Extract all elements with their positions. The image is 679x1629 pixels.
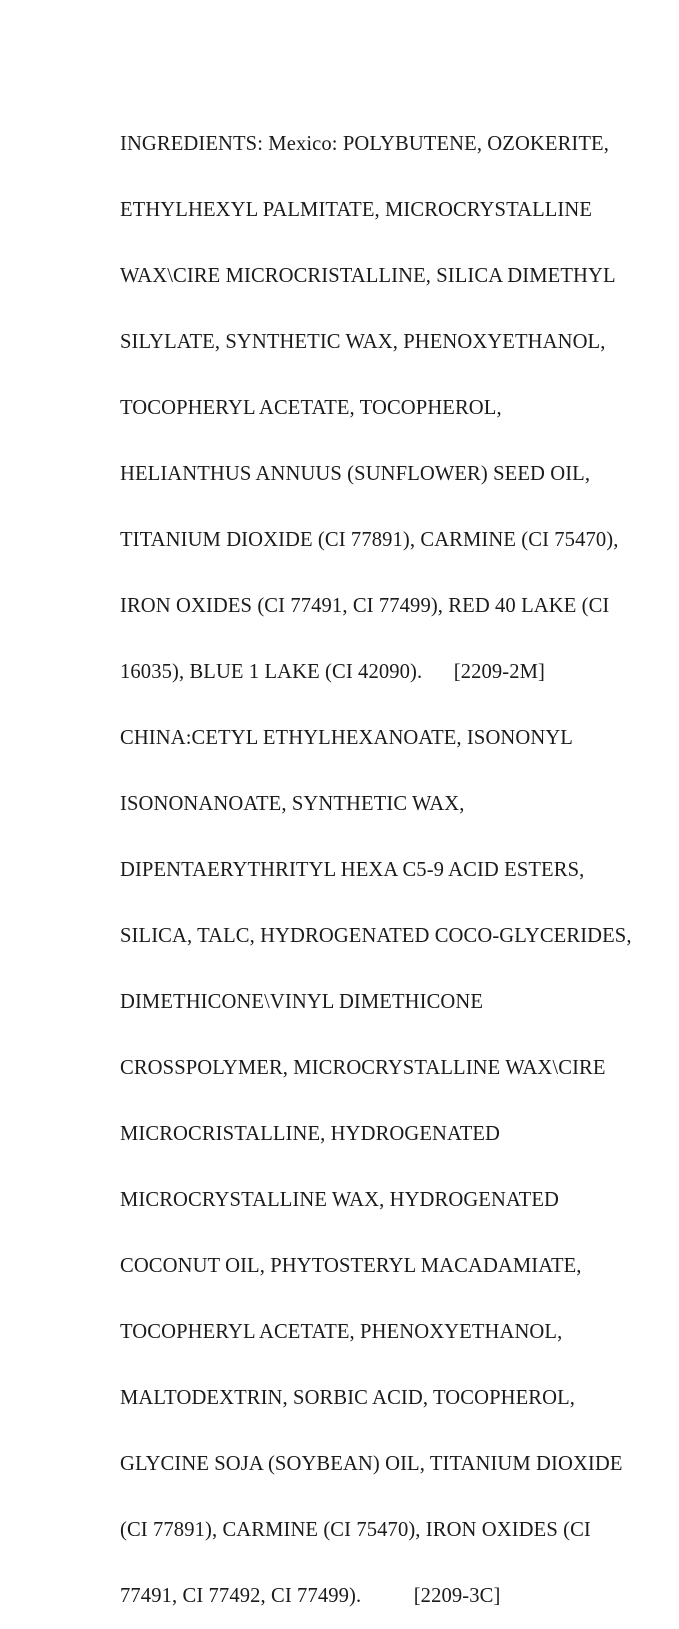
ingredients-line: SILYLATE, SYNTHETIC WAX, PHENOXYETHANOL, [120, 331, 606, 353]
ingredients-line-batch-code-mexico: 16035), BLUE 1 LAKE (CI 42090). [2209-2M] [120, 661, 546, 683]
ingredients-line: TOCOPHERYL ACETATE, TOCOPHEROL, [120, 397, 502, 419]
ingredients-line: ISONONANOATE, SYNTHETIC WAX, [120, 793, 465, 815]
ingredients-line: MICROCRYSTALLINE WAX, HYDROGENATED [120, 1189, 559, 1211]
ingredients-line: CHINA:CETYL ETHYLHEXANOATE, ISONONYL [120, 727, 573, 749]
ingredients-text-block [120, 89, 632, 1629]
ingredients-line: (CI 77891), CARMINE (CI 75470), IRON OXIDES (CI [120, 1519, 591, 1541]
ingredients-line: DIMETHICONE\VINYL DIMETHICONE [120, 991, 484, 1013]
ingredients-line: ETHYLHEXYL PALMITATE, MICROCRYSTALLINE [120, 199, 593, 221]
ingredients-line: HELIANTHUS ANNUUS (SUNFLOWER) SEED OIL, [120, 463, 591, 485]
ingredients-line: INGREDIENTS: Mexico: POLYBUTENE, OZOKERITE, [120, 133, 609, 155]
ingredients-line: WAX\CIRE MICROCRISTALLINE, SILICA DIMETHYL [120, 265, 616, 287]
ingredients-line: CROSSPOLYMER, MICROCRYSTALLINE WAX\CIRE [120, 1057, 606, 1079]
ingredients-line: TOCOPHERYL ACETATE, PHENOXYETHANOL, [120, 1321, 563, 1343]
ingredients-line: TITANIUM DIOXIDE (CI 77891), CARMINE (CI 75470), [120, 529, 619, 551]
ingredients-line: SILICA, TALC, HYDROGENATED COCO-GLYCERIDES, [120, 925, 632, 947]
ingredients-line-batch-code-china: 77491, CI 77492, CI 77499). [2209-3C] [120, 1585, 501, 1607]
ingredients-line: MICROCRISTALLINE, HYDROGENATED [120, 1123, 501, 1145]
ingredients-line: IRON OXIDES (CI 77491, CI 77499), RED 40 LAKE (CI [120, 595, 610, 617]
ingredients-line: MALTODEXTRIN, SORBIC ACID, TOCOPHEROL, [120, 1387, 576, 1409]
ingredients-line: COCONUT OIL, PHYTOSTERYL MACADAMIATE, [120, 1255, 582, 1277]
ingredients-line: DIPENTAERYTHRITYL HEXA C5-9 ACID ESTERS, [120, 859, 585, 881]
ingredients-line: GLYCINE SOJA (SOYBEAN) OIL, TITANIUM DIOXIDE [120, 1453, 623, 1475]
